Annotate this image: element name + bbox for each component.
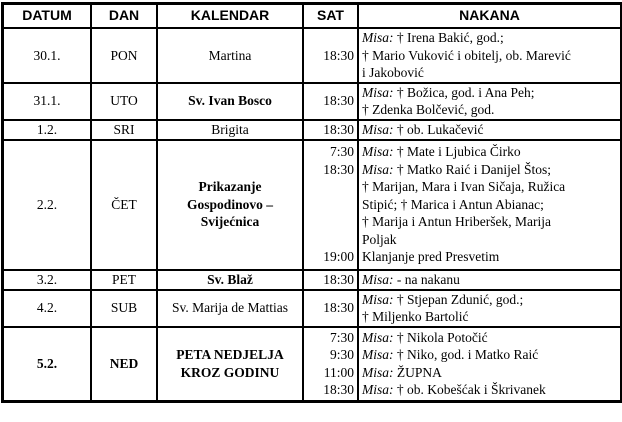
time-value — [307, 196, 354, 214]
intention-line — [362, 101, 617, 119]
time-value: 18:30 — [323, 47, 354, 63]
schedule-row — [3, 28, 621, 83]
time-value: 9:30 — [329, 347, 354, 362]
intention-line — [362, 346, 617, 364]
header-dan: DAN — [91, 4, 157, 28]
mass-label: Misa: — [362, 382, 394, 397]
intention-text: † Stjepan Zdunić, god.; — [393, 291, 524, 307]
intention-text: † Božica, god. i Ana Peh; — [393, 84, 535, 100]
mass-schedule-table — [1, 2, 622, 403]
date-cell: 3.2. — [3, 270, 91, 290]
intention-line — [362, 308, 617, 326]
time-value: 18:30 — [323, 382, 354, 397]
time-value: 11:00 — [323, 364, 354, 380]
intention-line — [362, 248, 617, 266]
intention-text: † Marija i Antun Hriberšek, Marija — [362, 214, 551, 230]
schedule-row — [3, 270, 621, 290]
mass-label: Misa: — [362, 329, 394, 345]
time-value: 7:30 — [329, 329, 354, 345]
intention-text: † ob. Kobešćak i Škrivanek — [393, 382, 546, 397]
intention-text: † Niko, god. i Matko Raić — [393, 347, 539, 362]
mass-label: Misa: — [362, 364, 394, 380]
intention-cell — [358, 290, 621, 327]
intention-text: † Irena Bakić, god.; — [393, 30, 504, 45]
date-cell: 30.1. — [3, 28, 91, 83]
schedule-row — [3, 327, 621, 401]
day-cell: NED — [91, 327, 157, 401]
intention-line — [362, 213, 617, 231]
intention-text: Stipić; † Marica i Antun Abianac; — [362, 196, 544, 212]
intention-text: Klanjanje pred Presvetim — [362, 249, 500, 265]
mass-label: Misa: — [362, 30, 394, 45]
time-cell — [303, 120, 358, 140]
intention-cell — [358, 120, 621, 140]
schedule-row — [3, 83, 621, 120]
calendar-cell: Sv. Ivan Bosco — [157, 83, 303, 120]
intention-line — [362, 143, 617, 161]
intention-line — [362, 47, 617, 65]
time-cell — [303, 140, 358, 270]
intention-line — [362, 161, 617, 179]
mass-label: Misa: — [362, 84, 394, 100]
day-cell: SUB — [91, 290, 157, 327]
schedule-row — [3, 290, 621, 327]
date-cell: 5.2. — [3, 327, 91, 401]
time-value: 18:30 — [323, 121, 354, 137]
intention-cell — [358, 140, 621, 270]
intention-cell — [358, 83, 621, 120]
intention-line — [362, 381, 617, 399]
intention-line — [362, 84, 617, 102]
calendar-cell: Martina — [157, 28, 303, 83]
time-cell — [303, 327, 358, 401]
time-value: 7:30 — [329, 144, 354, 160]
mass-label: Misa: — [362, 291, 394, 307]
header-kalendar: KALENDAR — [157, 4, 303, 28]
intention-text: † Miljenko Bartolić — [362, 309, 469, 324]
header-sat: SAT — [303, 4, 358, 28]
date-cell: 4.2. — [3, 290, 91, 327]
time-value — [307, 213, 354, 231]
intention-line — [362, 291, 617, 309]
intention-cell — [358, 270, 621, 290]
time-cell — [303, 83, 358, 120]
intention-text: ŽUPNA — [393, 364, 442, 380]
schedule-row — [3, 140, 621, 270]
mass-label: Misa: — [362, 121, 394, 137]
intention-text: † Zdenka Bolčević, god. — [362, 102, 495, 117]
time-cell — [303, 270, 358, 290]
date-cell: 2.2. — [3, 140, 91, 270]
intention-line — [362, 64, 617, 82]
time-value: 18:30 — [323, 93, 354, 109]
mass-label: Misa: — [362, 347, 394, 362]
mass-label: Misa: — [362, 144, 394, 160]
schedule-body — [3, 28, 621, 401]
time-value: 18:30 — [323, 300, 354, 316]
header-nakana: NAKANA — [358, 4, 621, 28]
intention-text: † Mate i Ljubica Čirko — [393, 144, 521, 160]
calendar-cell: Prikazanje Gospodinovo – Svijećnica — [157, 140, 303, 270]
time-value: 18:30 — [323, 271, 354, 287]
date-cell: 1.2. — [3, 120, 91, 140]
intention-text: † Marijan, Mara i Ivan Sičaja, Ružica — [362, 179, 566, 195]
intention-line — [362, 329, 617, 347]
calendar-cell: Sv. Blaž — [157, 270, 303, 290]
time-cell — [303, 28, 358, 83]
day-cell: PET — [91, 270, 157, 290]
intention-line — [362, 178, 617, 196]
day-cell: SRI — [91, 120, 157, 140]
calendar-cell: PETA NEDJELJA KROZ GODINU — [157, 327, 303, 401]
intention-text: † Matko Raić i Danijel Štos; — [393, 161, 551, 177]
intention-line — [362, 271, 617, 289]
calendar-cell: Sv. Marija de Mattias — [157, 290, 303, 327]
intention-line — [362, 121, 617, 139]
schedule-row — [3, 120, 621, 140]
intention-line — [362, 196, 617, 214]
intention-text: † Nikola Potočić — [393, 329, 488, 345]
intention-text: † Mario Vuković i obitelj, ob. Marević — [362, 47, 571, 63]
intention-text: † ob. Lukačević — [393, 121, 484, 137]
intention-text: - na nakanu — [393, 271, 460, 287]
time-value: 19:00 — [323, 249, 354, 265]
intention-line — [362, 231, 617, 249]
intention-cell — [358, 327, 621, 401]
header-row — [3, 4, 621, 28]
intention-text: i Jakobović — [362, 65, 424, 80]
mass-label: Misa: — [362, 271, 394, 287]
day-cell: UTO — [91, 83, 157, 120]
time-value — [307, 178, 354, 196]
calendar-cell: Brigita — [157, 120, 303, 140]
mass-label: Misa: — [362, 161, 394, 177]
date-cell: 31.1. — [3, 83, 91, 120]
intention-text: Poljak — [362, 231, 397, 247]
intention-line — [362, 29, 617, 47]
time-value — [307, 231, 354, 249]
header-datum: DATUM — [3, 4, 91, 28]
day-cell: ČET — [91, 140, 157, 270]
intention-line — [362, 364, 617, 382]
time-cell — [303, 290, 358, 327]
time-value: 18:30 — [323, 161, 354, 177]
intention-cell — [358, 28, 621, 83]
day-cell: PON — [91, 28, 157, 83]
